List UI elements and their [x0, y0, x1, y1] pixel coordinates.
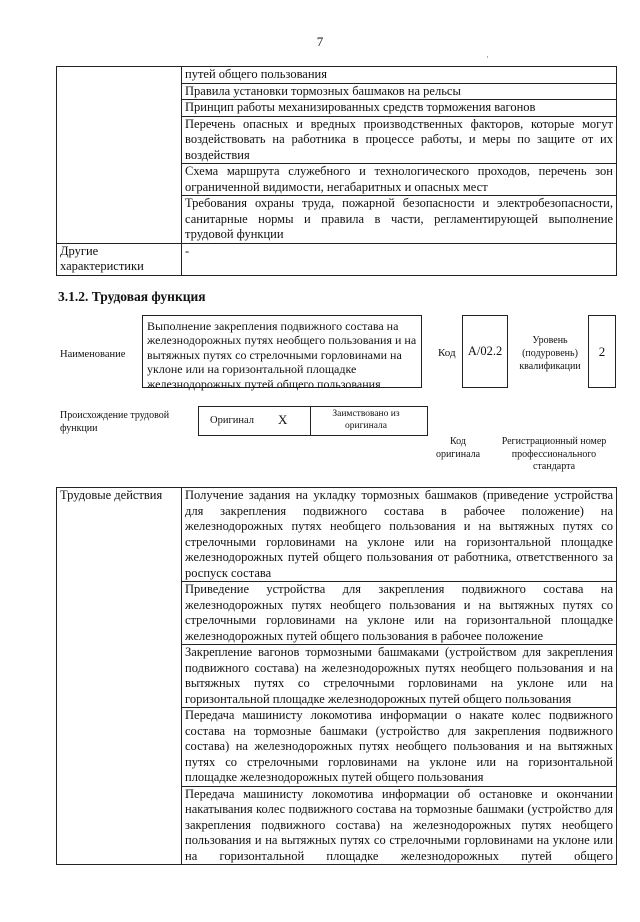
knowledge-table: [56, 66, 617, 276]
code-box: A/02.2: [462, 315, 508, 388]
code-label: Код: [438, 347, 456, 359]
table-cell: Получение задания на укладку тормозных башмаков (приведение устройства для закрепления подвижного состава в рабочее положение) на железнодорожных путях необщего пользования и на вытяжных путях со стрелочными горловинами на уклоне или на горизонтальной площадке железнодорожных путей общего пользования от работника, ответственного за роспуск состава: [182, 488, 617, 582]
table-cell: путей общего пользования: [182, 67, 617, 84]
level-box: 2: [588, 315, 616, 388]
name-label: Наименование: [60, 349, 126, 360]
labor-actions-table: [56, 487, 617, 865]
table-cell: Передача машинисту локомотива информации о накате колес подвижного состава на тормозные башмаки (устройство для закрепления подвижного состава) на железнодорожных путях необщего пользования и на вытяжных путях со стрелочными горловинами на уклоне или на горизонтальной площадке железнодорожных путей общего пользования: [182, 708, 617, 787]
original-label: Оригинал: [210, 415, 254, 426]
table-cell: Схема маршрута служебного и технологического проходов, перечень зон ограниченной видимости, негабаритных и опасных мест: [182, 164, 617, 196]
table-row: [57, 243, 617, 275]
code-original-label: Код оригинала: [435, 436, 481, 460]
origin-label: Происхождение трудовой функции: [60, 410, 170, 434]
table-cell-empty: [57, 67, 182, 244]
table-row: [57, 67, 617, 84]
level-label: Уровень (подуровень) квалификации: [519, 335, 581, 372]
table-cell: Перечень опасных и вредных производственных факторов, которые могут воздействовать на работника в процессе работы, и меры по защите от их воздействия: [182, 116, 617, 164]
table-cell: Требования охраны труда, пожарной безопасности и электробезопасности, санитарные нормы и правила в части, регламентирующей выполнение трудовой функции: [182, 196, 617, 244]
borrowed-label: Заимствовано из оригинала: [332, 409, 400, 431]
origin-divider: [310, 406, 311, 436]
table-cell: Передача машинисту локомотива информации об остановке и окончании накатывания колес подвижного состава на тормозные башмаки (устройство для закрепления подвижного состава) на железнодорожных путях необщего пользования и на вытяжных путях со стрелочными горловинами на уклоне или на горизонтальной площадке железнодорожных путей общего: [182, 786, 617, 865]
other-characteristics-label: Другие характеристики: [57, 243, 182, 275]
table-cell: Правила установки тормозных башмаков на рельсы: [182, 83, 617, 100]
origin-divider: [427, 406, 428, 436]
table-cell: Приведение устройства для закрепления подвижного состава на железнодорожных путях необщего пользования и на вытяжных путях со стрелочными горловинами на уклоне или на горизонтальной площадке железнодорожных путей общего пользования в рабочее положение: [182, 582, 617, 645]
original-checkmark: X: [278, 412, 288, 427]
table-cell: Закрепление вагонов тормозными башмаками (устройством для закрепления подвижного состава) на железнодорожных путях необщего пользования и на вытяжных путях со стрелочными горловинами на уклоне или на горизонтальной площадке железнодорожных путей общего пользования: [182, 645, 617, 708]
table-row: [57, 488, 617, 582]
labor-actions-label: Трудовые действия: [57, 488, 182, 865]
other-characteristics-value: -: [182, 243, 617, 275]
section-title: 3.1.2. Трудовая функция: [58, 289, 206, 304]
table-cell: Принцип работы механизированных средств торможения вагонов: [182, 100, 617, 117]
scan-mark: ·: [486, 52, 489, 62]
registration-number-label: Регистрационный номер профессионального стандарта: [501, 436, 607, 472]
page-number: 7: [316, 34, 324, 49]
function-name-box: Выполнение закрепления подвижного состава на железнодорожных путях необщего пользования и на вытяжных путях со стрелочными горловинами на уклоне или на горизонтальной площадке железнодорожных путей общего пользования: [142, 315, 422, 388]
